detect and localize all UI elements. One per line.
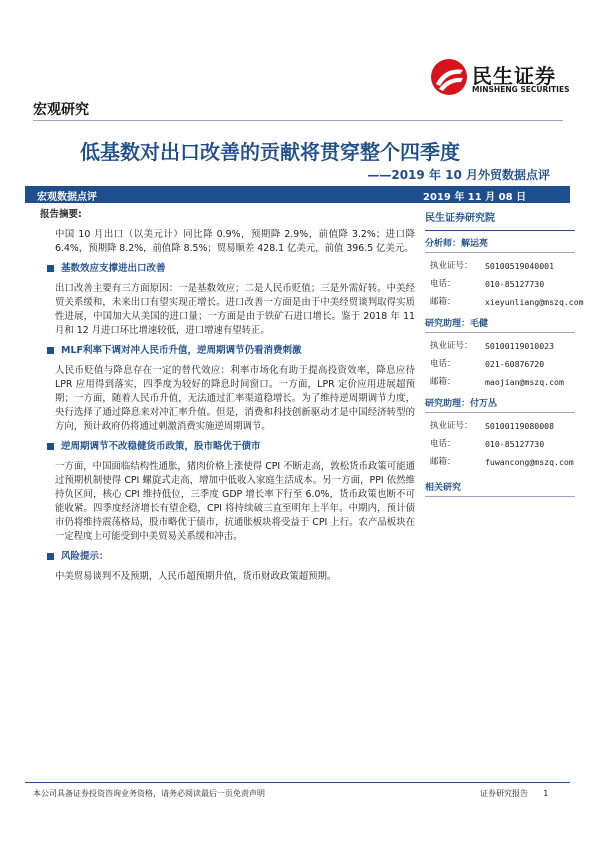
section-text: 出口改善主要有三方面原因：一是基数效应；二是人民币贬值；三是外需好转。中美经贸关系缓和，未来出口有望实现正增长。进口改善一方面是由于中美经贸谈判取得实质性进展，中国加大从美国的进口量；一方面是由于铁矿石进口增长。鉴于 2018 年 11 月和 12 月进口环比增速较低，进口增速有望转正。 xyxy=(55,283,415,336)
analyst-role: 研究助理：毛健 xyxy=(425,317,575,333)
analyst-row xyxy=(425,275,575,293)
report-subtitle: ——2019 年 10 月外贸数据点评 xyxy=(367,168,550,182)
analyst-card xyxy=(425,237,584,311)
row-key: 邮箱： xyxy=(430,457,456,467)
minsheng-logo-icon xyxy=(430,58,468,96)
brand-name-en: MINSHENG SECURITIES xyxy=(472,85,570,94)
institute-name: 民生证券研究院 xyxy=(425,208,575,231)
row-value: 010-85127730 xyxy=(485,439,545,449)
section-heading xyxy=(47,440,415,454)
section-heading-text: 风险提示： xyxy=(61,551,109,562)
row-value: S0100119010023 xyxy=(485,341,555,351)
analyst-card xyxy=(425,397,575,471)
footer-divider xyxy=(25,782,570,783)
square-bullet-icon xyxy=(47,347,54,354)
row-key: 执业证号： xyxy=(430,261,473,271)
header-band xyxy=(25,186,570,203)
section-text: 中美贸易谈判不及预期，人民币超预期升值，货币财政政策超预期。 xyxy=(55,571,337,582)
section-heading xyxy=(47,550,415,564)
related-research-heading: 相关研究 xyxy=(425,481,575,497)
analyst-row xyxy=(425,355,575,373)
category-divider xyxy=(33,120,563,121)
row-key: 电话： xyxy=(430,439,456,449)
analyst-row xyxy=(425,435,575,453)
section-text: 一方面，中国面临结构性通胀，猪肉价格上涨使得 CPI 不断走高，敦松货币政策可能通过预期机制使得 CPI 螺旋式走高，增加中低收入家庭生活成本。另一方面，PPI 依然维持负区间，核心 CPI 维持低位，三季度 GDP 增长率下行至 6.0%，货币政策也断不可能收紧。四季度经济增长有望企稳，CPI 将持续破三直至明年上半年。中期内，预计债市仍将维持震荡格局，股市略优于债市，抗通胀板块将受益于 CPI 上行。农产品板块在一定程度上可能受到中美贸易关系缓和冲击。 xyxy=(55,461,415,542)
brand-name-cn: 民生证券 xyxy=(472,64,556,88)
report-title: 低基数对出口改善的贡献将贯穿整个四季度 xyxy=(80,140,460,164)
analyst-row xyxy=(425,417,575,435)
analyst-row xyxy=(425,453,575,471)
main-content xyxy=(40,208,415,590)
analyst-role: 分析师：解运亮 xyxy=(425,237,575,253)
summary-label: 报告摘要: xyxy=(40,209,82,220)
analyst-card xyxy=(425,317,575,391)
row-value: S0100119080008 xyxy=(485,421,555,431)
row-value: 010-85127730 xyxy=(485,279,545,289)
page-number: 1 xyxy=(543,789,549,798)
square-bullet-icon xyxy=(47,265,54,272)
row-value: S0100519040001 xyxy=(485,261,555,271)
row-key: 电话： xyxy=(430,279,456,289)
email-link[interactable]: maojian@mszq.com xyxy=(485,377,564,387)
report-type: 宏观数据点评 xyxy=(37,192,97,203)
report-category: 宏观研究 xyxy=(33,102,89,118)
report-date: 2019 年 11 月 08 日 xyxy=(423,192,527,203)
email-link[interactable]: xieyunliang@mszq.com xyxy=(485,297,584,307)
row-key: 执业证号： xyxy=(430,341,473,351)
analyst-row xyxy=(425,257,575,275)
footer-right xyxy=(480,788,548,799)
analyst-role: 研究助理：付万丛 xyxy=(425,397,575,413)
analyst-row xyxy=(425,337,575,355)
footer-doc-type: 证券研究报告 xyxy=(480,789,528,798)
analyst-row xyxy=(425,373,575,391)
row-key: 电话： xyxy=(430,359,456,369)
section-heading xyxy=(47,344,415,358)
section-text: 人民币贬值与降息存在一定的替代效应：利率市场化有助于提高投资效率，降息应待 LPR 应用得到落实，四季度为较好的降息时间窗口。一方面，LPR 定价应用进展超预期；一方面，随着人民币升值，无法通过汇率渠道稳增长。为了维持逆周期调节力度，央行选择了通过降息来对冲汇率升值。但是，消费和科技创新驱动才是中国经济转型的方向，预计政府仍将通过刺激消费实施逆周期调节。 xyxy=(55,365,415,432)
row-value: 021-60876720 xyxy=(485,359,545,369)
row-key: 邮箱： xyxy=(430,377,456,387)
square-bullet-icon xyxy=(47,443,54,450)
row-key: 执业证号： xyxy=(430,421,473,431)
square-bullet-icon xyxy=(47,553,54,560)
section-heading xyxy=(47,262,415,276)
sidebar xyxy=(425,208,584,497)
footer-disclaimer: 本公司具备证券投资咨询业务资格，请务必阅读最后一页免责声明 xyxy=(33,789,265,798)
summary-text: 中国 10 月出口（以美元计）同比降 0.9%，预期降 2.9%，前值降 3.2%；进口降 6.4%，预期降 8.2%，前值降 8.5%；贸易顺差 428.1 亿美元，前值 396.5 亿美元。 xyxy=(55,229,415,254)
brand-logo xyxy=(430,58,580,98)
row-key: 邮箱： xyxy=(430,297,456,307)
analyst-row xyxy=(425,293,584,311)
section-heading-text: MLF利率下调对冲人民币升值，逆周期调节仍看消费刺激 xyxy=(61,345,302,356)
email-link[interactable]: fuwancong@mszq.com xyxy=(485,457,574,467)
section-heading-text: 基数效应支撑进出口改善 xyxy=(61,263,166,274)
section-heading-text: 逆周期调节不改稳健货币政策，股市略优于债市 xyxy=(61,441,261,452)
